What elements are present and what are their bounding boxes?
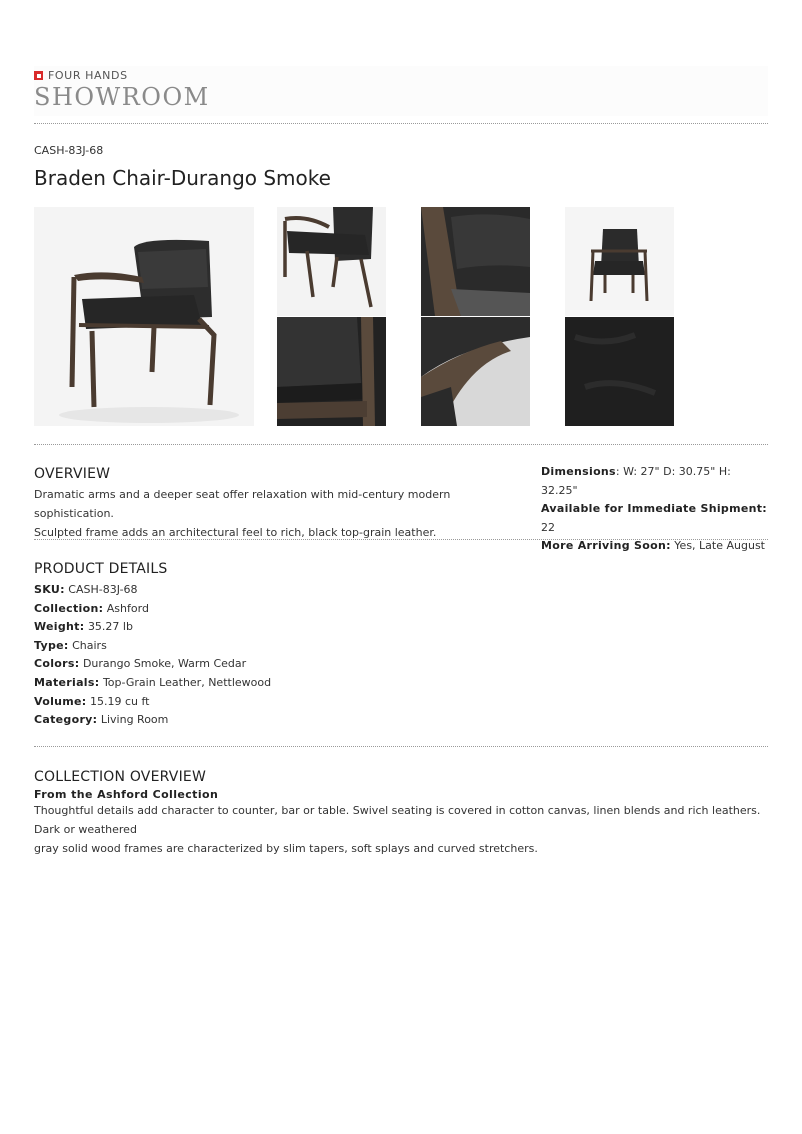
detail-label: Type: xyxy=(34,638,69,652)
detail-value: Top-Grain Leather, Nettlewood xyxy=(102,675,272,689)
chair-angled-image xyxy=(277,207,386,316)
detail-label: SKU: xyxy=(34,583,65,596)
spec-arriving-soon xyxy=(541,537,768,556)
divider xyxy=(34,539,768,540)
collection-heading: COLLECTION OVERVIEW xyxy=(34,769,206,785)
detail-row xyxy=(34,674,768,693)
detail-row xyxy=(34,655,768,674)
detail-value: Living Room xyxy=(100,713,169,727)
detail-label: Category: xyxy=(34,713,98,727)
collection-line: Thoughtful details add character to counter, bar or table. Swivel seating is covered in cotton canvas, linen blends and rich leathers. Dark or weathered xyxy=(34,804,761,836)
spec-dimensions xyxy=(541,463,768,500)
brand-logo xyxy=(34,69,768,82)
divider xyxy=(34,444,768,445)
gallery-image-main[interactable] xyxy=(34,207,254,426)
brand-name: FOUR HANDS xyxy=(48,69,128,82)
backrest-detail-image xyxy=(421,207,530,316)
detail-value: Ashford xyxy=(106,601,149,615)
detail-label: Volume: xyxy=(34,694,87,708)
product-details-list xyxy=(34,581,768,730)
spec-value: W: 27" D: 30.75" H: 32.25" xyxy=(541,465,731,497)
detail-value: 35.27 lb xyxy=(87,620,133,634)
overview-text xyxy=(34,485,504,542)
spec-label: Dimensions xyxy=(541,465,616,478)
product-title: Braden Chair-Durango Smoke xyxy=(34,166,331,190)
spec-immediate-shipment xyxy=(541,500,768,537)
overview-section xyxy=(34,466,504,542)
product-code: CASH-83J-68 xyxy=(34,144,104,157)
detail-value: Durango Smoke, Warm Cedar xyxy=(82,657,247,671)
gallery-image-angled[interactable] xyxy=(277,207,386,316)
divider xyxy=(34,123,768,124)
chair-main-image xyxy=(34,207,254,426)
gallery-image-front[interactable] xyxy=(565,207,674,316)
brand-header xyxy=(34,66,768,116)
collection-line: gray solid wood frames are characterized by slim tapers, soft splays and curved stretchers. xyxy=(34,842,538,855)
detail-row xyxy=(34,600,768,619)
detail-row xyxy=(34,637,768,656)
detail-label: Weight: xyxy=(34,620,85,634)
detail-value: Chairs xyxy=(72,638,107,652)
detail-value: CASH-83J-68 xyxy=(68,583,138,596)
brand-showroom: SHOWROOM xyxy=(34,83,210,111)
detail-row xyxy=(34,711,768,730)
gallery-image-seat[interactable] xyxy=(277,317,386,426)
arm-detail-image xyxy=(421,317,530,426)
leather-swatch-image xyxy=(565,317,674,426)
overview-line: Dramatic arms and a deeper seat offer relaxation with mid-century modern sophistication. xyxy=(34,488,451,520)
gallery-image-backrest[interactable] xyxy=(421,207,530,316)
collection-overview-section xyxy=(34,769,768,858)
product-details-heading: PRODUCT DETAILS xyxy=(34,561,168,577)
product-details-section xyxy=(34,561,768,730)
detail-value: 15.19 cu ft xyxy=(90,694,150,708)
spec-label: More Arriving Soon: xyxy=(541,539,671,553)
detail-label: Materials: xyxy=(34,675,100,689)
spec-value: Yes, Late August xyxy=(674,539,765,553)
detail-row xyxy=(34,693,768,712)
seat-detail-image xyxy=(277,317,386,426)
collection-subheading: From the Ashford Collection xyxy=(34,788,219,801)
overview-heading: OVERVIEW xyxy=(34,466,111,482)
collection-text xyxy=(34,801,768,858)
overview-line: Sculpted frame adds an architectural feel to rich, black top-grain leather. xyxy=(34,526,437,539)
detail-label: Colors: xyxy=(34,657,80,671)
brand-square-icon xyxy=(34,71,43,80)
chair-front-image xyxy=(565,207,674,316)
specs-panel xyxy=(541,463,768,556)
gallery-image-swatch[interactable] xyxy=(565,317,674,426)
divider xyxy=(34,746,768,747)
detail-row xyxy=(34,618,768,637)
detail-label: Collection: xyxy=(34,601,104,615)
gallery-image-arm[interactable] xyxy=(421,317,530,426)
spec-label: Available for Immediate Shipment: xyxy=(541,502,768,516)
spec-value: 22 xyxy=(541,520,555,534)
detail-row xyxy=(34,581,768,600)
spec-sep: : xyxy=(615,465,624,478)
